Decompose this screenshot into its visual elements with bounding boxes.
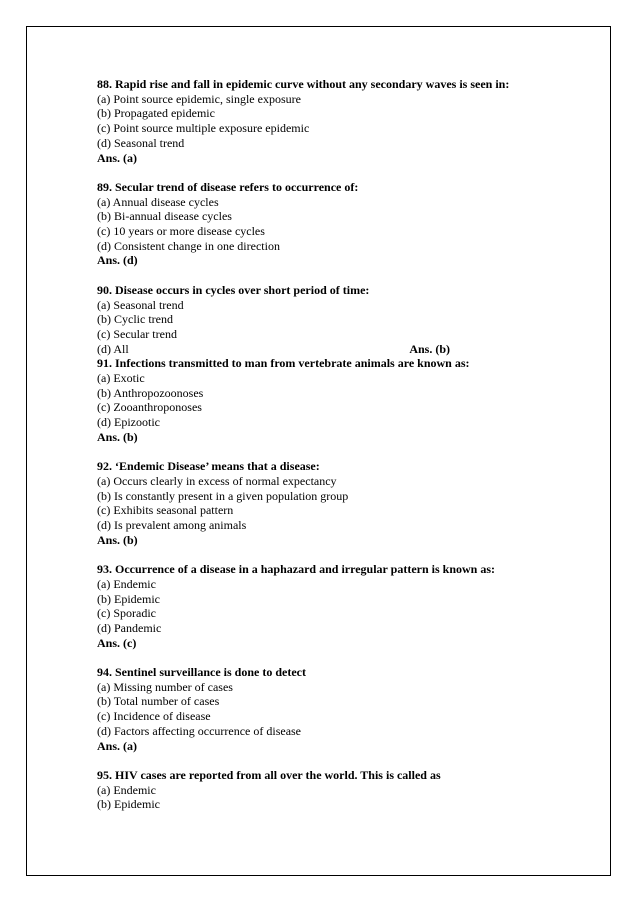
question-text: 93. Occurrence of a disease in a haphazard and irregular pattern is known as: <box>97 562 496 577</box>
option-d: (d) Seasonal trend <box>97 135 185 150</box>
option-b: (b) Total number of cases <box>97 694 220 709</box>
option-c: (c) Exhibits seasonal pattern <box>97 503 234 518</box>
question-88 <box>97 77 567 165</box>
option-a: (a) Annual disease cycles <box>97 194 219 209</box>
answer: Ans. (b) <box>97 532 138 547</box>
option-c: (c) 10 years or more disease cycles <box>97 224 265 239</box>
option-c: (c) Point source multiple exposure epidemic <box>97 121 310 136</box>
question-90 <box>97 283 567 357</box>
option-d: (d) Is prevalent among animals <box>97 518 247 533</box>
option-d: (d) Epizootic <box>97 415 160 430</box>
question-text: 90. Disease occurs in cycles over short period of time: <box>97 282 370 297</box>
option-b: (b) Epidemic <box>97 797 160 812</box>
answer: Ans. (a) <box>97 150 138 165</box>
option-a: (a) Point source epidemic, single exposure <box>97 91 301 106</box>
option-a: (a) Occurs clearly in excess of normal expectancy <box>97 473 337 488</box>
option-d: (d) Pandemic <box>97 620 162 635</box>
option-c: (c) Zooanthroponoses <box>97 400 202 415</box>
question-text: 89. Secular trend of disease refers to occurrence of: <box>97 179 359 194</box>
question-92 <box>97 459 567 547</box>
option-d-answer-row <box>97 342 450 357</box>
option-c: (c) Incidence of disease <box>97 709 211 724</box>
question-text: 88. Rapid rise and fall in epidemic curve without any secondary waves is seen in: <box>97 77 510 91</box>
question-91 <box>97 356 567 444</box>
option-b: (b) Propagated epidemic <box>97 106 215 121</box>
option-c: (c) Secular trend <box>97 326 177 341</box>
answer: Ans. (b) <box>97 429 138 444</box>
question-89 <box>97 180 567 268</box>
answer: Ans. (a) <box>97 738 138 753</box>
answer: Ans. (c) <box>97 635 137 650</box>
option-b: (b) Bi-annual disease cycles <box>97 209 232 224</box>
option-a: (a) Seasonal trend <box>97 297 184 312</box>
answer: Ans. (b) <box>409 341 450 356</box>
option-b: (b) Is constantly present in a given population group <box>97 488 349 503</box>
option-a: (a) Endemic <box>97 576 156 591</box>
option-d: (d) Factors affecting occurrence of disease <box>97 723 302 738</box>
option-a: (a) Exotic <box>97 371 145 386</box>
option-c: (c) Sporadic <box>97 606 156 621</box>
option-b: (b) Cyclic trend <box>97 312 173 327</box>
answer: Ans. (d) <box>97 253 138 268</box>
question-93 <box>97 562 567 650</box>
option-b: (b) Anthropozoonoses <box>97 385 204 400</box>
option-b: (b) Epidemic <box>97 591 160 606</box>
question-95 <box>97 768 567 812</box>
question-text: 92. ‘Endemic Disease’ means that a disease: <box>97 459 320 474</box>
question-text: 95. HIV cases are reported from all over the world. This is called as <box>97 767 441 782</box>
question-list <box>97 77 567 812</box>
question-text: 91. Infections transmitted to man from vertebrate animals are known as: <box>97 356 470 371</box>
option-a: (a) Endemic <box>97 782 156 797</box>
option-d: (d) Consistent change in one direction <box>97 238 280 253</box>
question-text: 94. Sentinel surveillance is done to detect <box>97 665 306 680</box>
option-d: (d) All <box>97 341 129 356</box>
option-a: (a) Missing number of cases <box>97 679 233 694</box>
question-94 <box>97 665 567 753</box>
